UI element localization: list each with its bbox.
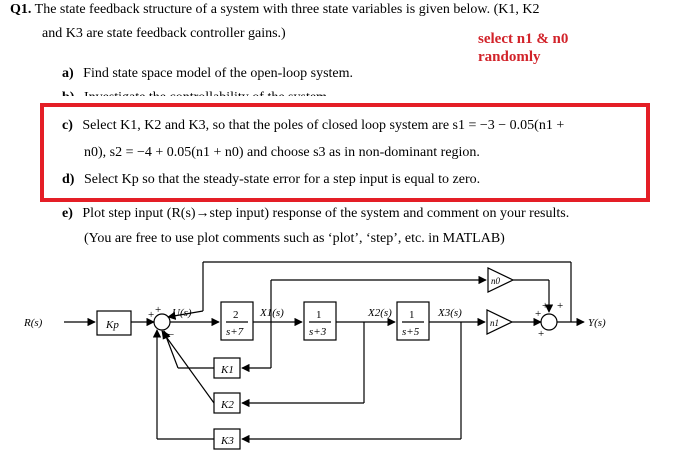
kp-label: Kp (106, 319, 119, 331)
item-e-text-2: (You are free to use plot comments such as ‘plot’, ‘step’, etc. in MATLAB) (84, 231, 505, 246)
item-a-label: a) (62, 66, 74, 81)
tf3-numerator: 1 (409, 309, 415, 321)
item-d-text: Select Kp so that the steady-state error for a step input is equal to zero. (83, 172, 481, 187)
tf2-denominator: s+3 (309, 326, 327, 338)
n0-label: n0 (491, 276, 500, 286)
k2-label: K2 (221, 399, 234, 411)
item-e-label: e) (62, 206, 73, 221)
summing-junction-1 (154, 314, 170, 330)
n1-label: n1 (490, 318, 499, 328)
handwritten-note-line-1: select n1 & n0 (478, 31, 569, 47)
item-c-label: c) (62, 118, 73, 133)
x1-label: X1(s) (260, 307, 284, 319)
tf1-numerator: 2 (233, 309, 239, 321)
tf1-denominator: s+7 (226, 326, 244, 338)
sum2-plus-right: + (557, 300, 564, 312)
question-text-1: The state feedback structure of a system with three state variables is given below. (K1, K2 (34, 2, 540, 17)
x2-label: X2(s) (368, 307, 392, 319)
sum1-plus-upper: + (155, 304, 162, 316)
handwritten-note-line-2: randomly (478, 49, 541, 65)
item-c-text-2: n0), s2 = −4 + 0.05(n1 + n0) and choose s3 as in non-dominant region. (84, 145, 480, 160)
x3-label: X3(s) (438, 307, 462, 319)
item-d-label: d) (62, 172, 75, 187)
output-label: Y(s) (588, 317, 606, 329)
item-a-text: Find state space model of the open-loop system. (83, 66, 354, 81)
sum2-plus-left: + (535, 308, 542, 320)
question-line-2: and K3 are state feedback controller gains.) (42, 26, 286, 41)
sum1-minus: − (168, 329, 175, 341)
input-label: R(s) (24, 317, 43, 329)
k3-label: K3 (221, 435, 234, 447)
sum1-plus-top: + (148, 309, 155, 321)
sum2-plus-top: + (542, 300, 549, 312)
question-number: Q1. (10, 2, 32, 17)
k1-label: K1 (221, 364, 234, 376)
tf3-denominator: s+5 (402, 326, 420, 338)
item-c-text-1: Select K1, K2 and K3, so that the poles of closed loop system are s1 = −3 − 0.05(n1 + (82, 118, 565, 133)
item-e-text-1: Plot step input (R(s)→step input) response of the system and comment on your results. (82, 206, 570, 221)
u-label: U(s) (172, 307, 192, 319)
tf2-numerator: 1 (316, 309, 322, 321)
sum2-plus-bottom: + (538, 328, 545, 340)
